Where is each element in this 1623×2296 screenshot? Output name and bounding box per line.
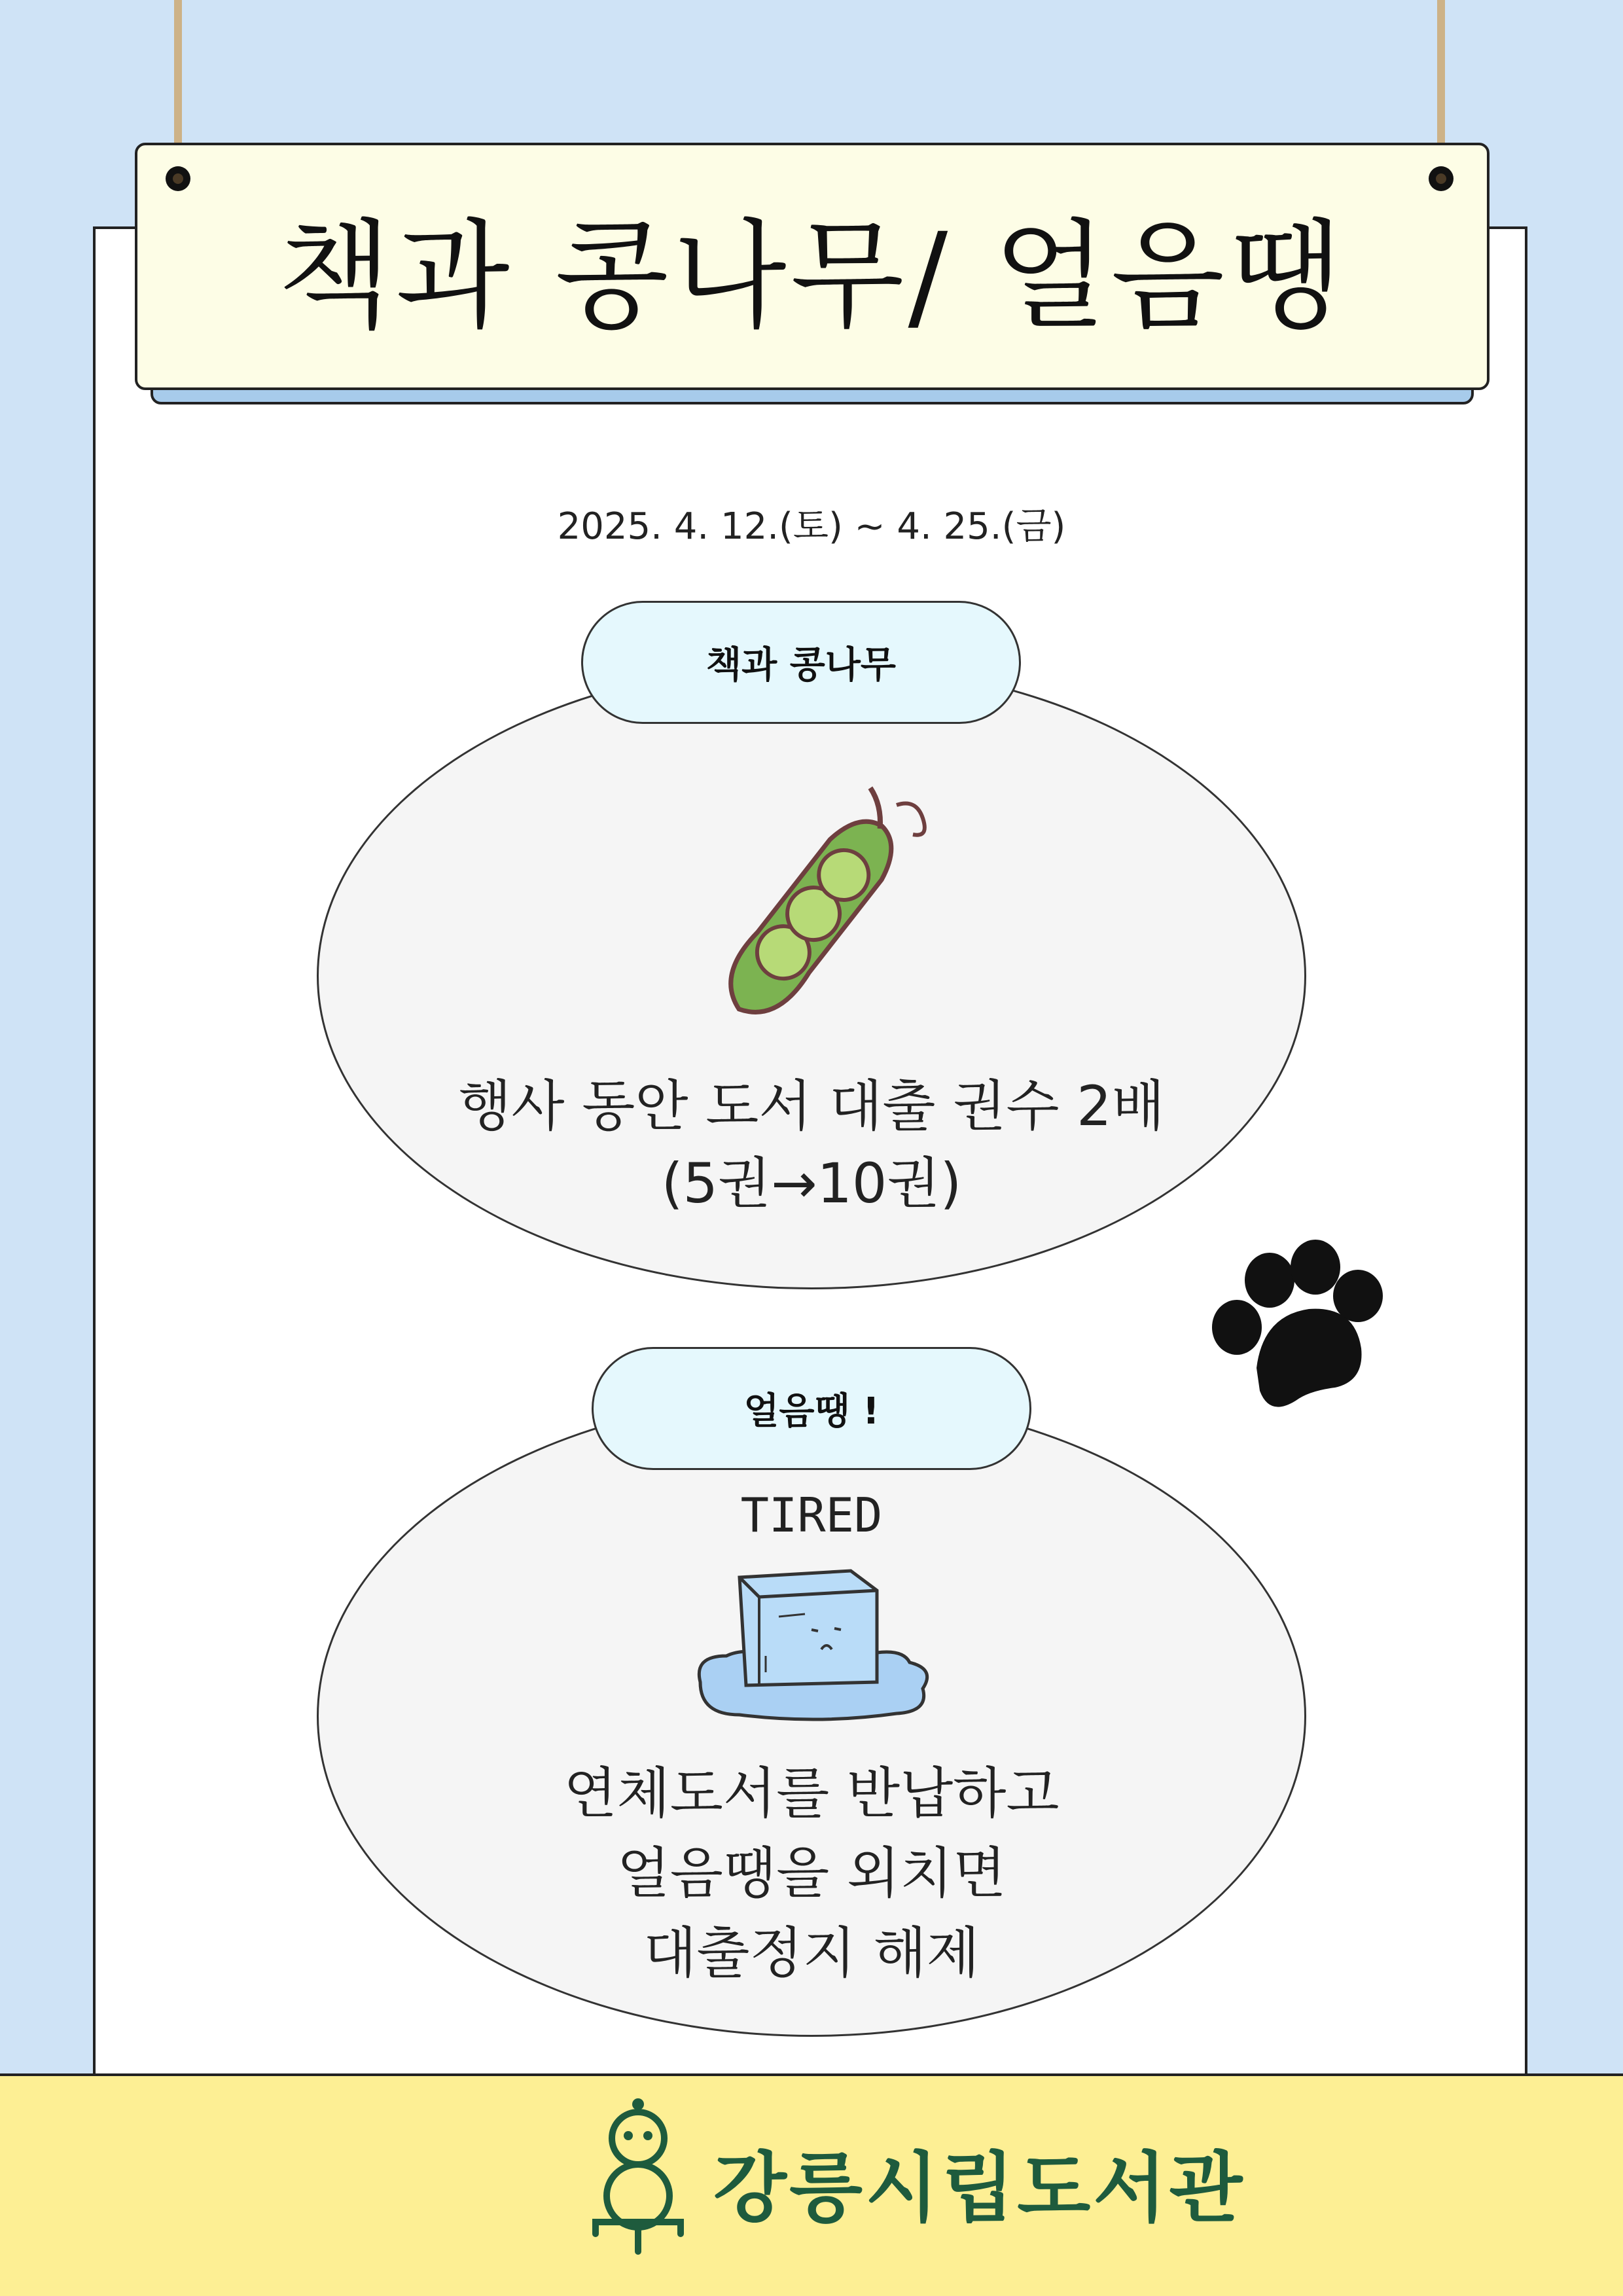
description-line: 연체도서를 반납하고: [563, 1761, 1060, 1825]
paw-print-icon: [1198, 1237, 1394, 1414]
tired-caption: [700, 1492, 923, 1545]
event-description-ice: [317, 1754, 1306, 1993]
bean-pod-icon: [668, 753, 955, 1054]
event-tag-ice: 얼음땡 !: [592, 1347, 1031, 1470]
nail-right-icon: [1429, 166, 1454, 191]
event-tag-bean: 책과 콩나무: [581, 601, 1021, 724]
description-line: 행사 동안 도서 대출 권수 2배: [458, 1074, 1165, 1138]
nail-left-icon: [166, 166, 190, 191]
poster-title: 책과 콩나무/ 얼음땡: [277, 208, 1347, 345]
description-line: 얼음땡을 외치면: [616, 1840, 1007, 1905]
description-line: (5권→10권): [661, 1151, 962, 1215]
event-period: 2025. 4. 12.(토) ~ 4. 25.(금): [557, 505, 1066, 548]
library-name: 강릉시립도서관: [713, 2144, 1245, 2233]
tired-caption-text: TIRED: [740, 1492, 883, 1543]
title-banner: [135, 143, 1489, 390]
description-line: 대출정지 해제: [643, 1920, 980, 1985]
library-mascot-icon: [589, 2098, 687, 2255]
melting-ice-cube-icon: [687, 1558, 936, 1728]
event-description-bean: [317, 1068, 1306, 1222]
